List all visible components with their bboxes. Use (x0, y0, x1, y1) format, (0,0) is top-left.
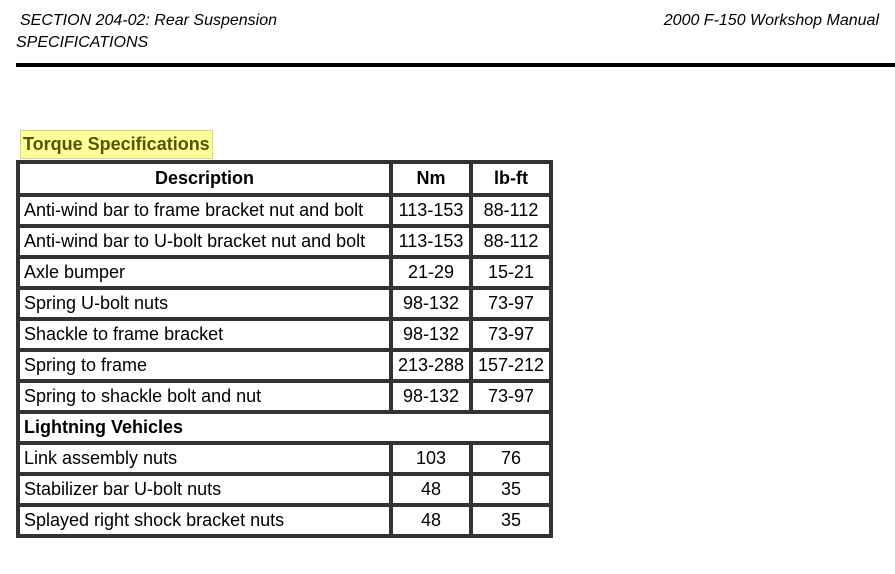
torque-specifications-table (16, 160, 553, 538)
nm-cell: 48 (391, 505, 471, 536)
nm-cell: 113-153 (391, 226, 471, 257)
table-row (18, 319, 551, 350)
nm-cell: 98-132 (391, 319, 471, 350)
nm-cell: 213-288 (391, 350, 471, 381)
lbft-cell: 76 (471, 443, 551, 474)
lbft-cell: 73-97 (471, 319, 551, 350)
lbft-cell: 35 (471, 505, 551, 536)
table-caption: Torque Specifications (20, 130, 213, 159)
header-divider (16, 63, 895, 67)
lbft-cell: 157-212 (471, 350, 551, 381)
table-row (18, 226, 551, 257)
nm-cell: 48 (391, 474, 471, 505)
lbft-cell: 73-97 (471, 288, 551, 319)
description-cell: Anti-wind bar to frame bracket nut and bolt (18, 195, 391, 226)
lbft-cell: 73-97 (471, 381, 551, 412)
description-cell: Spring to shackle bolt and nut (18, 381, 391, 412)
section-title: SECTION 204-02: Rear Suspension (20, 12, 278, 29)
table-header-row (18, 162, 551, 195)
description-cell: Splayed right shock bracket nuts (18, 505, 391, 536)
group-heading-row (18, 412, 551, 443)
description-cell: Shackle to frame bracket (18, 319, 391, 350)
nm-cell: 98-132 (391, 288, 471, 319)
description-cell: Spring to frame (18, 350, 391, 381)
column-header-lbft: lb-ft (471, 162, 551, 195)
nm-cell: 98-132 (391, 381, 471, 412)
table-row (18, 257, 551, 288)
group-heading-lightning-vehicles: Lightning Vehicles (18, 412, 551, 443)
column-header-nm: Nm (391, 162, 471, 195)
table-row (18, 443, 551, 474)
table-row (18, 381, 551, 412)
column-header-description: Description (18, 162, 391, 195)
nm-cell: 103 (391, 443, 471, 474)
description-cell: Spring U-bolt nuts (18, 288, 391, 319)
table-row (18, 350, 551, 381)
description-cell: Axle bumper (18, 257, 391, 288)
lbft-cell: 88-112 (471, 226, 551, 257)
lbft-cell: 88-112 (471, 195, 551, 226)
table-row (18, 195, 551, 226)
section-subtitle: SPECIFICATIONS (16, 34, 149, 51)
manual-title: 2000 F-150 Workshop Manual (663, 12, 879, 29)
nm-cell: 113-153 (391, 195, 471, 226)
table-row (18, 505, 551, 536)
table-row (18, 288, 551, 319)
table-row (18, 474, 551, 505)
nm-cell: 21-29 (391, 257, 471, 288)
description-cell: Anti-wind bar to U-bolt bracket nut and bolt (18, 226, 391, 257)
description-cell: Stabilizer bar U-bolt nuts (18, 474, 391, 505)
document-header-left (16, 10, 277, 54)
description-cell: Link assembly nuts (18, 443, 391, 474)
lbft-cell: 15-21 (471, 257, 551, 288)
lbft-cell: 35 (471, 474, 551, 505)
